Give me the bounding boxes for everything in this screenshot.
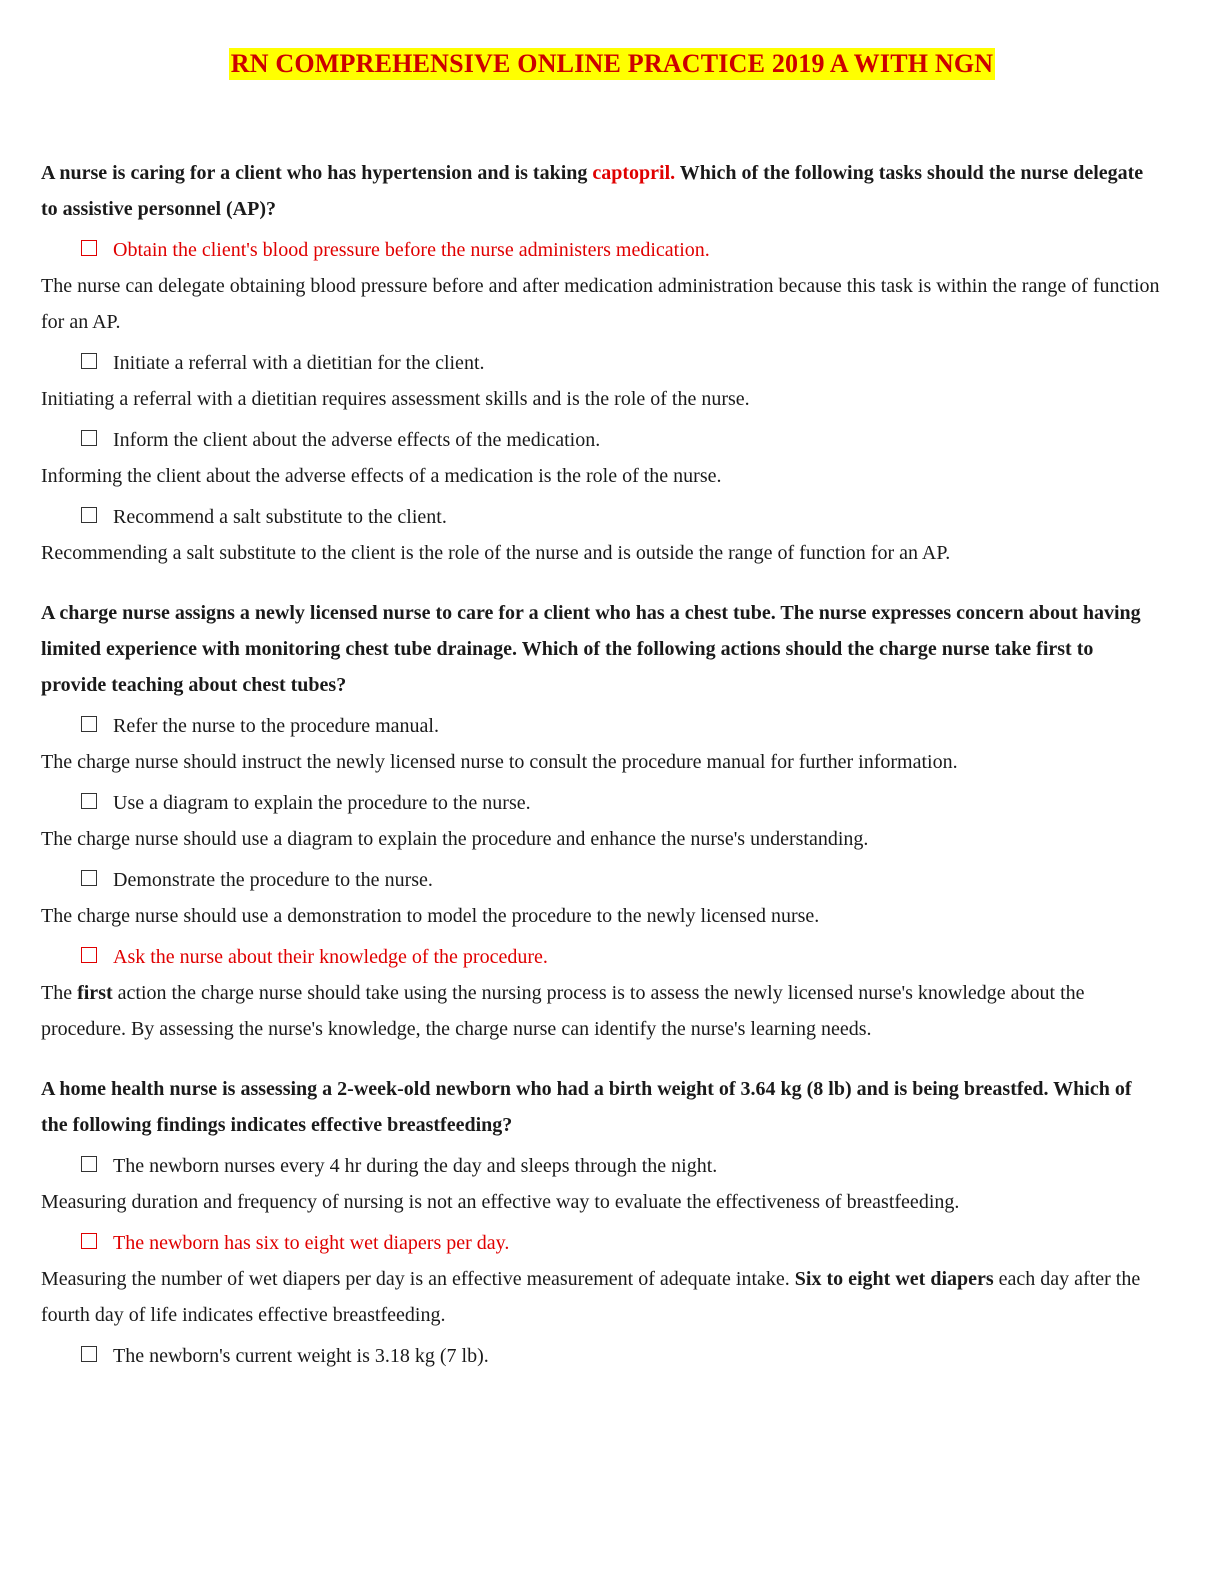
- checkbox-icon[interactable]: [81, 1346, 97, 1362]
- answer-option[interactable]: [41, 422, 1161, 458]
- option-label: Demonstrate the procedure to the nurse.: [113, 869, 433, 891]
- rationale-text: [41, 975, 1161, 1047]
- checkbox-icon[interactable]: [81, 1156, 97, 1172]
- rationale-text: Recommending a salt substitute to the client is the role of the nurse and is outside the range of function for an AP.: [41, 542, 951, 564]
- answer-option[interactable]: [41, 345, 1161, 381]
- drug-highlight: captopril.: [592, 162, 676, 184]
- rationale-text: The charge nurse should instruct the newly licensed nurse to consult the procedure manual for further information.: [41, 751, 958, 773]
- rationale-part: each day after the fourth day of life indicates effective breastfeeding.: [41, 1268, 1141, 1326]
- checkbox-icon[interactable]: [81, 1233, 97, 1249]
- option-label: The newborn nurses every 4 hr during the day and sleeps through the night.: [113, 1155, 718, 1177]
- rationale-emphasis: Six to eight wet diapers: [794, 1268, 994, 1290]
- checkbox-icon[interactable]: [81, 870, 97, 886]
- question-list: [41, 155, 1161, 1374]
- rationale-text: The charge nurse should use a diagram to explain the procedure and enhance the nurse's understanding.: [41, 828, 869, 850]
- option-label: The newborn's current weight is 3.18 kg (7 lb).: [113, 1345, 489, 1367]
- answer-option[interactable]: [41, 785, 1161, 821]
- checkbox-icon[interactable]: [81, 716, 97, 732]
- answer-option[interactable]: [41, 499, 1161, 535]
- checkbox-icon[interactable]: [81, 353, 97, 369]
- rationale-text: Informing the client about the adverse effects of a medication is the role of the nurse.: [41, 465, 722, 487]
- rationale-part: Measuring the number of wet diapers per day is an effective measurement of adequate intake.: [41, 1268, 795, 1290]
- option-label: Refer the nurse to the procedure manual.: [113, 715, 439, 737]
- rationale-text: The nurse can delegate obtaining blood pressure before and after medication administration because this task is within the range of function for an AP.: [41, 275, 1160, 333]
- rationale-emphasis: first: [77, 982, 113, 1004]
- title-wrap: [0, 48, 1224, 80]
- rationale-text: [41, 1261, 1161, 1333]
- checkbox-icon[interactable]: [81, 430, 97, 446]
- rationale-text: Initiating a referral with a dietitian requires assessment skills and is the role of the nurse.: [41, 388, 750, 410]
- answer-option[interactable]: [41, 862, 1161, 898]
- answer-option-correct[interactable]: [41, 939, 1161, 975]
- question-stem: [41, 155, 1161, 227]
- option-label: Inform the client about the adverse effects of the medication.: [113, 429, 601, 451]
- option-label: Ask the nurse about their knowledge of the procedure.: [113, 946, 548, 968]
- option-label: Use a diagram to explain the procedure to the nurse.: [113, 792, 531, 814]
- option-label: Obtain the client's blood pressure before the nurse administers medication.: [113, 239, 710, 261]
- answer-option-correct[interactable]: [41, 232, 1161, 268]
- checkbox-icon[interactable]: [81, 240, 97, 256]
- rationale-text: Measuring duration and frequency of nursing is not an effective way to evaluate the effectiveness of breastfeeding.: [41, 1191, 960, 1213]
- question-stem-text: Which of the following tasks should the nurse delegate to assistive personnel (AP)?: [41, 162, 1144, 220]
- answer-option[interactable]: [41, 708, 1161, 744]
- question-stem: A charge nurse assigns a newly licensed nurse to care for a client who has a chest tube. The nurse expresses concern about having limited experience with monitoring chest tube drainage. Which of the following actions should the charge nurse take first to provide teaching about chest tubes?: [41, 602, 1141, 696]
- option-label: Recommend a salt substitute to the client.: [113, 506, 447, 528]
- option-label: Initiate a referral with a dietitian for the client.: [113, 352, 485, 374]
- question-stem-text: A nurse is caring for a client who has hypertension and is taking: [41, 162, 593, 184]
- rationale-part: The: [41, 982, 78, 1004]
- checkbox-icon[interactable]: [81, 507, 97, 523]
- answer-option-correct[interactable]: [41, 1225, 1161, 1261]
- option-label: The newborn has six to eight wet diapers per day.: [113, 1232, 510, 1254]
- checkbox-icon[interactable]: [81, 793, 97, 809]
- answer-option[interactable]: [41, 1148, 1161, 1184]
- rationale-text: The charge nurse should use a demonstration to model the procedure to the newly licensed nurse.: [41, 905, 820, 927]
- rationale-part: action the charge nurse should take using the nursing process is to assess the newly licensed nurse's knowledge about the procedure. By assessing the nurse's knowledge, the charge nurse can identify the nurse's learning needs.: [41, 982, 1085, 1040]
- page-title: RN COMPREHENSIVE ONLINE PRACTICE 2019 A WITH NGN: [230, 49, 994, 78]
- question-stem: A home health nurse is assessing a 2-week-old newborn who had a birth weight of 3.64 kg (8 lb) and is being breastfed. Which of the following findings indicates effective breastfeeding?: [41, 1078, 1132, 1136]
- answer-option[interactable]: [41, 1338, 1161, 1374]
- checkbox-icon[interactable]: [81, 947, 97, 963]
